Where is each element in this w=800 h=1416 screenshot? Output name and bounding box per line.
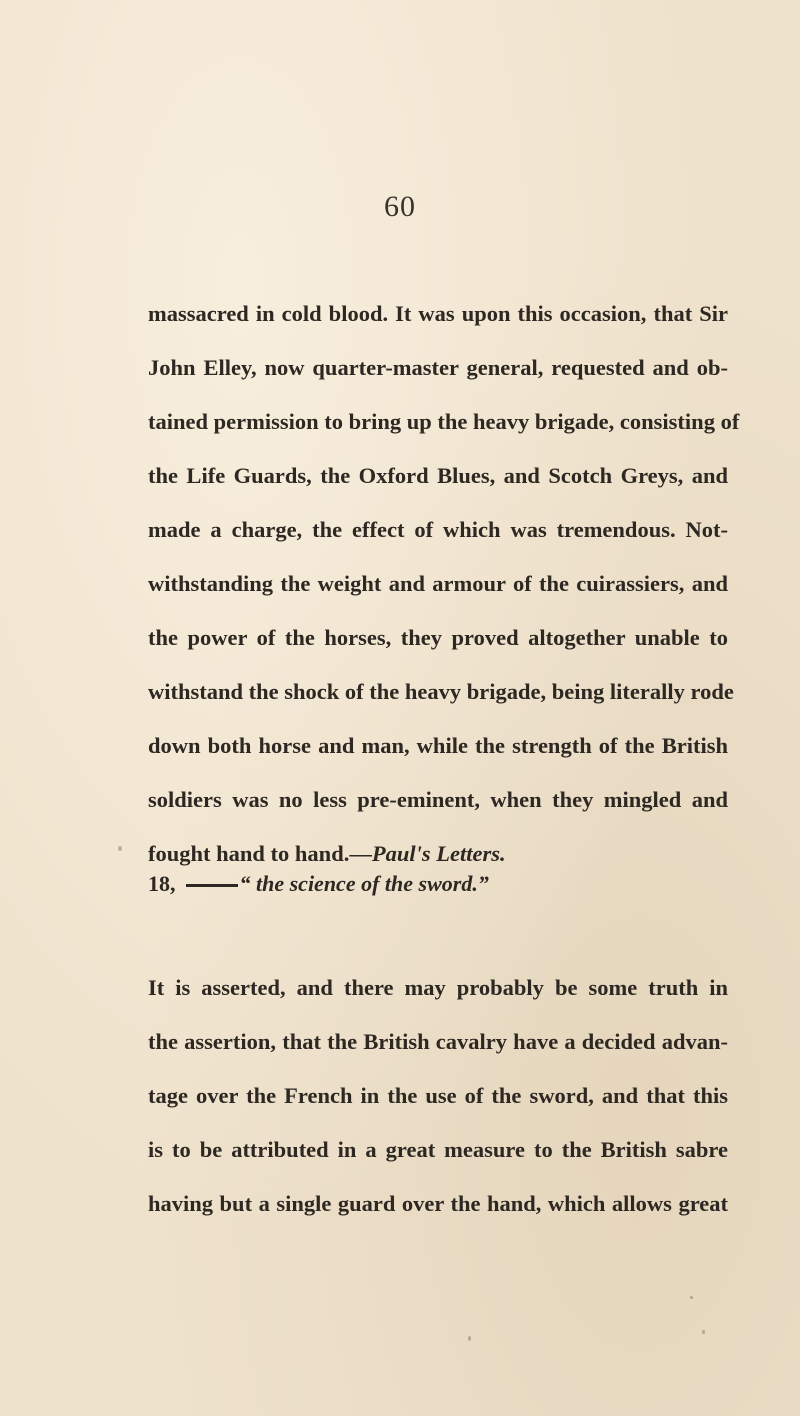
page-number: 60 xyxy=(384,190,416,223)
paragraph-sword-note xyxy=(148,961,728,1231)
text-line: withstanding the weight and armour of the cuirassiers, and xyxy=(148,571,728,596)
text-line: down both horse and man, while the strength of the British xyxy=(148,733,728,758)
paper-speck xyxy=(118,846,122,851)
paper-speck xyxy=(468,1336,471,1341)
text-line: the Life Guards, the Oxford Blues, and Scotch Greys, and xyxy=(148,463,728,488)
paper-speck xyxy=(690,1296,693,1299)
text-fragment: fought hand to hand.— xyxy=(148,841,372,866)
text-line: the assertion, that the British cavalry have a decided advan- xyxy=(148,1029,728,1054)
source-citation: Paul's Letters. xyxy=(371,841,506,866)
text-line: withstand the shock of the heavy brigade, being literally rode xyxy=(148,679,734,704)
paragraph-waterloo-charge xyxy=(148,287,740,881)
text-line: tage over the French in the use of the sword, and that this xyxy=(148,1083,728,1108)
note-number: 18, xyxy=(148,871,176,896)
text-line: is to be attributed in a great measure to the British sabre xyxy=(148,1137,728,1162)
text-line: It is asserted, and there may probably be some truth in xyxy=(148,975,728,1000)
text-line: John Elley, now quarter-master general, requested and ob- xyxy=(148,355,728,380)
text-line: massacred in cold blood. It was upon this occasion, that Sir xyxy=(148,301,728,326)
dash-rule xyxy=(186,884,238,887)
note-quote: “ the science of the sword.” xyxy=(239,871,489,896)
note-heading xyxy=(148,864,489,904)
text-line: tained permission to bring up the heavy brigade, consisting of xyxy=(148,409,740,434)
text-line: made a charge, the effect of which was tremendous. Not- xyxy=(148,517,728,542)
text-line: the power of the horses, they proved altogether unable to xyxy=(148,625,728,650)
text-line: soldiers was no less pre-eminent, when they mingled and xyxy=(148,787,728,812)
paper-speck xyxy=(702,1330,705,1334)
text-line: having but a single guard over the hand, which allows great xyxy=(148,1191,728,1216)
